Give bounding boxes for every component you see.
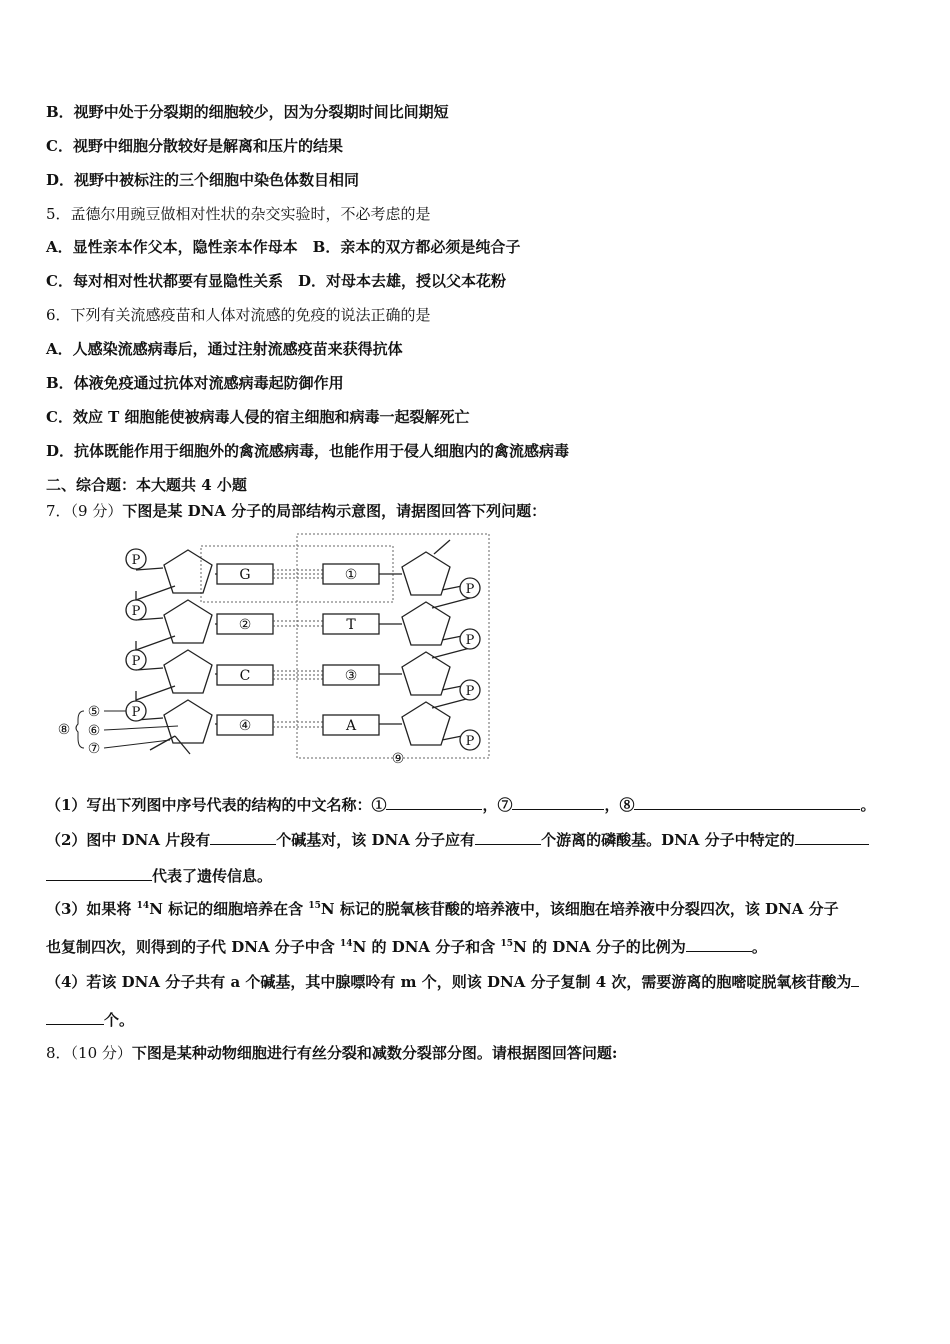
isotope-15-sup: 15 <box>500 939 514 949</box>
q7-stem-text: 下图是某 DNA 分子的局部结构示意图，请据图回答下列问题： <box>122 502 547 520</box>
q5-stem <box>46 204 431 224</box>
answer-blank-cytosine[interactable] <box>851 970 859 987</box>
phosphate-label: P <box>465 633 475 648</box>
q7-p3-text-g: 。 <box>751 938 767 956</box>
label-six: ⑥ <box>87 723 101 739</box>
q7-p3-text-d: 也复制四次，则得到的子代 DNA 分子中含 <box>46 938 341 956</box>
q7-part-3-cont <box>46 935 767 957</box>
isotope-15-sup: 15 <box>308 901 321 911</box>
q7-part-2 <box>46 828 869 850</box>
left-sugars <box>164 550 212 743</box>
q7-p1-text-d: 。 <box>860 796 876 814</box>
phosphate-label: P <box>131 705 141 720</box>
q7-p1-text-c: ，⑧ <box>604 796 635 814</box>
q7-part-4-cont <box>46 1008 134 1030</box>
q6-option-c: C．效应 T 细胞能使被病毒人侵的宿主细胞和病毒一起裂解死亡 <box>46 408 470 426</box>
q7-p3-text-e: N 的 DNA 分子和含 <box>352 938 501 956</box>
option-d-prev: D．视野中被标注的三个细胞中染色体数目相同 <box>46 171 360 189</box>
q7-p3-text-a: （3）如果将 <box>46 900 137 918</box>
label-eight: ⑧ <box>57 722 71 738</box>
q6-option-d: D．抗体既能作用于细胞外的禽流感病毒，也能作用于侵人细胞内的禽流感病毒 <box>46 442 570 460</box>
answer-blank-genetic-info-cont[interactable] <box>46 864 152 881</box>
q6-option-a: A．人感染流感病毒后，通过注射流感疫苗来获得抗体 <box>46 340 403 358</box>
q7-p4-text-a: （4）若该 DNA 分子共有 a 个碱基，其中腺嘌呤有 m 个，则该 DNA 分子复制 4 次，需要游离的胞嘧啶脱氧核苷酸为 <box>46 973 852 991</box>
right-base-1: ① <box>344 567 358 583</box>
q7-part-3 <box>46 899 839 919</box>
q7-p2-text-a: （2）图中 DNA 片段有 <box>46 831 211 849</box>
q7-p1-text-b: ，⑦ <box>482 796 513 814</box>
option-c-prev: C．视野中细胞分散较好是解离和压片的结果 <box>46 137 343 155</box>
left-base-2: ② <box>238 617 252 633</box>
q7-p3-text-c: N 标记的脱氧核苷酸的培养液中，该细胞在培养液中分裂四次，该 DNA 分子 <box>320 900 839 918</box>
phosphate-label: P <box>131 654 141 669</box>
left-base-4: ④ <box>238 718 252 734</box>
q7-p2-text-b: 个碱基对，该 DNA 分子应有 <box>276 831 476 849</box>
q7-p2-text-d: 代表了遗传信息。 <box>152 867 273 885</box>
q7-p1-text-a: （1）写出下列图中序号代表的结构的中文名称：① <box>46 796 387 814</box>
q8-stem <box>46 1043 617 1063</box>
right-base-2: T <box>346 617 356 633</box>
q6-option-b: B．体液免疫通过抗体对流感病毒起防御作用 <box>46 374 344 392</box>
q7-part-2-cont <box>46 864 272 886</box>
left-base-3: C <box>239 668 251 684</box>
q7-p2-text-c: 个游离的磷酸基。DNA 分子中特定的 <box>541 831 795 849</box>
section-2-heading: 二、综合题：本大题共 4 小题 <box>46 476 247 494</box>
isotope-14-sup: 14 <box>136 901 150 911</box>
q7-part-1 <box>46 793 876 815</box>
q7-p3-text-b: N 标记的细胞培养在含 <box>149 900 309 918</box>
dna-structure-diagram <box>50 528 500 773</box>
answer-blank-genetic-info[interactable] <box>795 828 869 845</box>
left-base-1: G <box>239 567 251 583</box>
answer-blank-1[interactable] <box>386 793 482 810</box>
right-sugars <box>402 552 450 745</box>
q5-options-cd: C．每对相对性状都要有显隐性关系 D．对母本去雄，授以父本花粉 <box>46 272 506 290</box>
phosphate-label: P <box>465 684 475 699</box>
answer-blank-base-pairs[interactable] <box>210 828 276 845</box>
answer-blank-cytosine-cont[interactable] <box>46 1008 104 1025</box>
q8-number: 8．（10 分） <box>46 1044 132 1062</box>
phosphate-label: P <box>465 582 475 597</box>
phosphate-label: P <box>131 553 141 568</box>
isotope-14-sup: 14 <box>340 939 353 949</box>
hydrogen-bonds <box>273 570 323 727</box>
q7-part-4 <box>46 970 859 992</box>
q7-number: 7．（9 分） <box>46 502 123 520</box>
answer-blank-7[interactable] <box>512 793 604 810</box>
right-phosphates <box>460 578 480 750</box>
answer-blank-phosphate[interactable] <box>475 828 541 845</box>
phosphate-label: P <box>131 604 141 619</box>
q7-p3-text-f: N 的 DNA 分子的比例为 <box>513 938 686 956</box>
option-b-prev: B．视野中处于分裂期的细胞较少，因为分裂期时间比间期短 <box>46 103 449 121</box>
q5-options-ab: A．显性亲本作父本，隐性亲本作母本 B．亲本的双方都必须是纯合子 <box>46 238 521 256</box>
label-nine: ⑨ <box>391 751 405 767</box>
answer-blank-ratio[interactable] <box>686 935 752 952</box>
answer-blank-8[interactable] <box>634 793 860 810</box>
phosphate-label: P <box>465 734 475 749</box>
label-five: ⑤ <box>87 704 101 720</box>
q8-stem-text: 下图是某种动物细胞进行有丝分裂和减数分裂部分图。请根据图回答问题: <box>131 1044 618 1062</box>
q7-stem <box>46 501 546 521</box>
q6-stem: 6．下列有关流感疫苗和人体对流感的免疫的说法正确的是 <box>46 306 431 324</box>
q7-p4-text-b: 个。 <box>104 1011 135 1029</box>
right-base-4: A <box>345 718 357 734</box>
right-base-3: ③ <box>344 668 358 684</box>
label-seven: ⑦ <box>87 741 101 757</box>
q5-stem-text: 5．孟德尔用豌豆做相对性状的杂交实验时，不必考虑的是 <box>46 205 431 223</box>
